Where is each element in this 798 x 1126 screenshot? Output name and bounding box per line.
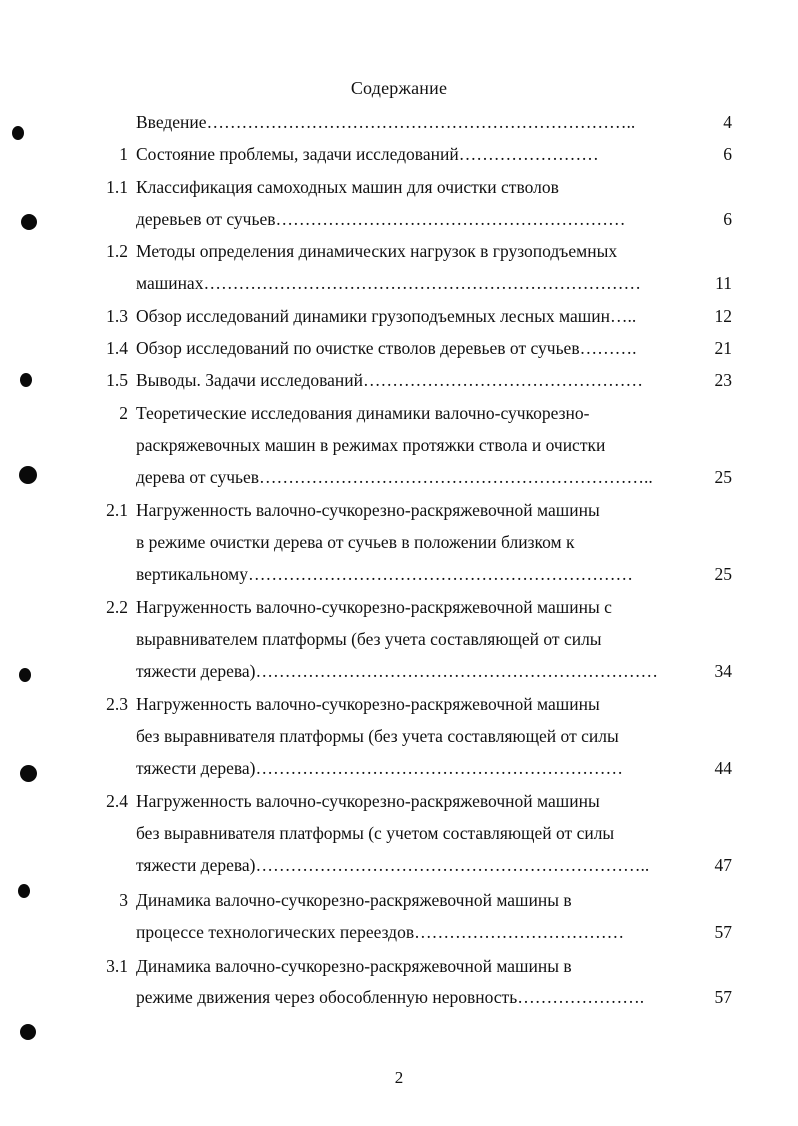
toc-text: Выводы. Задачи исследований………………………………………… bbox=[136, 370, 643, 390]
toc-text: тяжести дерева)……………………………………………………… bbox=[136, 758, 624, 778]
toc-page bbox=[690, 433, 732, 457]
toc-text: деревьев от сучьев…………………………………………………… bbox=[136, 209, 626, 229]
toc-page bbox=[690, 498, 732, 522]
toc-text: машинах………………………………………………………………… bbox=[136, 273, 641, 293]
toc-number: 2.1 bbox=[106, 500, 128, 520]
toc-page: 57 bbox=[714, 922, 732, 942]
toc-text: раскряжевочных машин в режимах протяжки ствола и очистки bbox=[136, 435, 606, 455]
toc-text: выравнивателем платформы (без учета составляющей от силы bbox=[136, 629, 602, 649]
punch-hole-mark bbox=[20, 765, 37, 782]
toc-page: 44 bbox=[714, 758, 732, 778]
toc-number bbox=[78, 271, 128, 295]
toc-text: Введение……………………………………………………………….. bbox=[136, 112, 636, 132]
toc-page: 25 bbox=[714, 564, 732, 584]
toc-text: Состояние проблемы, задачи исследований…………………… bbox=[136, 144, 599, 164]
toc-page: 25 bbox=[714, 467, 732, 487]
toc-text: в режиме очистки дерева от сучьев в положении близком к bbox=[136, 532, 575, 552]
toc-page bbox=[690, 239, 732, 263]
toc-number bbox=[78, 756, 128, 780]
toc-number bbox=[78, 530, 128, 554]
toc-number: 2 bbox=[119, 403, 128, 423]
toc-number: 1.1 bbox=[106, 177, 128, 197]
toc-text: тяжести дерева)…………………………………………………………… bbox=[136, 661, 659, 681]
toc-number bbox=[78, 627, 128, 651]
toc-page bbox=[690, 692, 732, 716]
toc-number bbox=[78, 433, 128, 457]
toc-page bbox=[690, 401, 732, 425]
toc-number bbox=[78, 562, 128, 586]
page-title: Содержание bbox=[350, 78, 448, 98]
toc-page: 21 bbox=[714, 338, 732, 358]
toc-number bbox=[78, 110, 128, 134]
toc-number: 2.3 bbox=[106, 694, 128, 714]
toc-page: 57 bbox=[714, 987, 732, 1007]
toc-text: Методы определения динамических нагрузок в грузоподъемных bbox=[136, 241, 618, 261]
toc-page bbox=[690, 954, 732, 978]
toc-page bbox=[690, 595, 732, 619]
toc-page bbox=[690, 888, 732, 912]
toc-page bbox=[690, 821, 732, 845]
toc-text: дерева от сучьев………………………………………………………….. bbox=[136, 467, 653, 487]
toc-text: Обзор исследований по очистке стволов деревьев от сучьев………. bbox=[136, 338, 637, 358]
toc-number bbox=[78, 207, 128, 231]
toc-text: Динамика валочно-сучкорезно-раскряжевочной машины в bbox=[136, 956, 572, 976]
toc-page: 47 bbox=[714, 855, 732, 875]
punch-hole-mark bbox=[20, 373, 32, 387]
toc-text: процессе технологических переездов……………………………… bbox=[136, 922, 625, 942]
toc-text: Динамика валочно-сучкорезно-раскряжевочной машины в bbox=[136, 890, 572, 910]
page-number: 2 bbox=[394, 1068, 404, 1087]
toc-number: 1.5 bbox=[106, 370, 128, 390]
toc-page bbox=[690, 789, 732, 813]
toc-text: Теоретические исследования динамики валочно-сучкорезно- bbox=[136, 403, 590, 423]
punch-hole-mark bbox=[12, 126, 24, 140]
toc-number bbox=[78, 724, 128, 748]
toc-number: 1.2 bbox=[106, 241, 128, 261]
toc-page: 12 bbox=[714, 306, 732, 326]
punch-hole-mark bbox=[21, 214, 37, 230]
toc-page: 4 bbox=[723, 112, 732, 132]
toc-number: 3.1 bbox=[106, 956, 128, 976]
toc-page: 23 bbox=[714, 370, 732, 390]
toc-number bbox=[78, 985, 128, 1009]
punch-hole-mark bbox=[20, 1024, 36, 1040]
toc-text: Классификация самоходных машин для очистки стволов bbox=[136, 177, 559, 197]
toc-page: 34 bbox=[714, 661, 732, 681]
toc-page bbox=[690, 627, 732, 651]
toc-number bbox=[78, 853, 128, 877]
toc-text: тяжести дерева)………………………………………………………….. bbox=[136, 855, 650, 875]
toc-text: вертикальному………………………………………………………… bbox=[136, 564, 633, 584]
toc-number: 1 bbox=[119, 144, 128, 164]
toc-text: Обзор исследований динамики грузоподъемных лесных машин….. bbox=[136, 306, 637, 326]
toc-page bbox=[690, 724, 732, 748]
toc-text: Нагруженность валочно-сучкорезно-раскряжевочной машины bbox=[136, 694, 600, 714]
toc-text: Нагруженность валочно-сучкорезно-раскряжевочной машины bbox=[136, 500, 600, 520]
toc-number: 3 bbox=[119, 890, 128, 910]
toc-number: 2.4 bbox=[106, 791, 128, 811]
toc-page: 11 bbox=[715, 273, 732, 293]
toc-number: 1.3 bbox=[106, 306, 128, 326]
toc-number bbox=[78, 659, 128, 683]
punch-hole-mark bbox=[19, 466, 37, 484]
toc-text: без выравнивателя платформы (с учетом составляющей от силы bbox=[136, 823, 615, 843]
toc-number: 1.4 bbox=[106, 338, 128, 358]
punch-hole-mark bbox=[18, 884, 30, 898]
toc-text: Нагруженность валочно-сучкорезно-раскряжевочной машины bbox=[136, 791, 600, 811]
toc-number bbox=[78, 821, 128, 845]
toc-text: без выравнивателя платформы (без учета составляющей от силы bbox=[136, 726, 619, 746]
toc-page: 6 bbox=[723, 209, 732, 229]
toc-number bbox=[78, 920, 128, 944]
toc-page bbox=[690, 175, 732, 199]
toc-text: Нагруженность валочно-сучкорезно-раскряжевочной машины с bbox=[136, 597, 612, 617]
toc-page: 6 bbox=[723, 144, 732, 164]
toc-text: режиме движения через обособленную неровность…………………. bbox=[136, 987, 645, 1007]
toc-page bbox=[690, 530, 732, 554]
toc-number: 2.2 bbox=[106, 597, 128, 617]
punch-hole-mark bbox=[19, 668, 31, 682]
toc-number bbox=[78, 465, 128, 489]
